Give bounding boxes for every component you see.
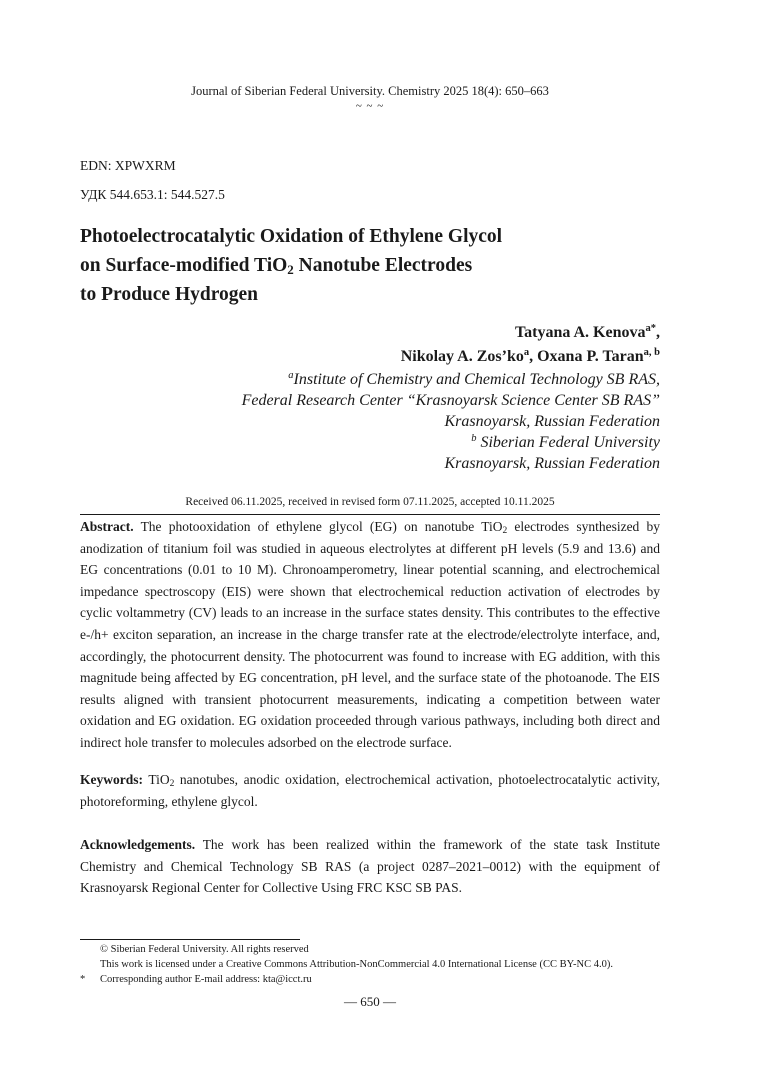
affiliation-a-line-1: $^a$Institute of Chemistry and Chemical Technology SB RAS, bbox=[288, 370, 660, 388]
page-number: — 650 — bbox=[344, 994, 396, 1009]
title-line-1: Photoelectrocatalytic Oxidation of Ethylene Glycol bbox=[80, 226, 503, 247]
abstract-label: Abstract. bbox=[80, 519, 134, 534]
author-list bbox=[401, 321, 660, 369]
affiliation-a-line-3: Krasnoyarsk, Russian Federation bbox=[444, 413, 660, 430]
footnote-copyright: © Siberian Federal University. All rights reserved bbox=[100, 944, 309, 955]
udk-id: УДК 544.653.1: 544.527.5 bbox=[80, 187, 225, 202]
footnote-corresponding: * Corresponding author E-mail address: kta@icct.ru bbox=[80, 974, 312, 985]
journal-header: Journal of Siberian Federal University. Chemistry 2025 18(4): 650–663 bbox=[191, 84, 549, 98]
acknowledgements-paragraph: Acknowledgements. The work has been realized within the framework of the state task Institute Chemistry and Chemical Technology SB RAS (a project 0287–2021–0012) with the equipment of Krasnoyarsk Regional Center for Collective Using FRC KSC SB PAS. bbox=[80, 837, 660, 896]
title-line-2: on Surface-modified TiO$_2$ Nanotube Electrodes bbox=[80, 255, 473, 277]
affiliation-b-line-2: Krasnoyarsk, Russian Federation bbox=[444, 455, 660, 472]
affiliation-a-line-2: Federal Research Center “Krasnoyarsk Science Center SB RAS” bbox=[241, 392, 660, 409]
keywords-paragraph: Keywords: TiO$_2$ nanotubes, anodic oxidation, electrochemical activation, photoelectrocatalytic activity, photoreforming, ethylene glycol. bbox=[80, 772, 660, 809]
footnote-license: This work is licensed under a Creative Commons Attribution-NonCommercial 4.0 International License (CC BY-NC 4.0). bbox=[100, 959, 613, 970]
author-zosko: Nikolay A. Zos’ko bbox=[400, 348, 524, 365]
author-line-1: Tatyana A. Kenova$^{a*}$, bbox=[514, 323, 660, 341]
keywords-label: Keywords: bbox=[80, 772, 143, 787]
abstract-paragraph: Abstract. The photooxidation of ethylene glycol (EG) on nanotube TiO$_2$ electrodes synthesized by anodization of titanium foil was studied in aqueous electrolytes at different pH levels (5.9 and 13.6) and EG concentrations (0.01 to 10 M). Chronoamperometry, linear potential scanning, and electrochemical impedance spectroscopy (EIS) were shown that electrochemical reduction activation of electrodes by cyclic voltammetry (CV) leads to an increase in the surface states density. This contributes to the effective e-/h+ exciton separation, an increase in the charge transfer rate at the electrode/electrolyte interface, and, accordingly, the photocurrent density. The photocurrent was found to increase with EG addition, with this magnitude being affected by EG concentration, pH level, and the surface state of the photoanode. The EIS results aligned with transient photocurrent measurements, indicating a competition between water oxidation and EG oxidation. EG oxidation proceeded through various pathways, including both direct and indirect hole transfer to molecules adsorbed on the electrode surface. bbox=[80, 519, 660, 750]
header-ornament: ~ ~ ~ bbox=[355, 100, 385, 112]
header-divider bbox=[80, 514, 660, 515]
received-dates: Received 06.11.2025, received in revised form 07.11.2025, accepted 10.11.2025 bbox=[185, 496, 555, 508]
footnote-divider bbox=[80, 939, 300, 940]
affiliations bbox=[242, 369, 660, 474]
article-title bbox=[80, 222, 600, 309]
title-line-3: to Produce Hydrogen bbox=[80, 284, 259, 305]
affiliation-b-line-1: $^b$ Siberian Federal University bbox=[471, 433, 660, 451]
acknowledgements-label: Acknowledgements. bbox=[80, 837, 196, 852]
author-taran: Oxana P. Taran bbox=[537, 348, 644, 365]
author-kenova: Tatyana A. Kenova bbox=[514, 324, 646, 341]
author-line-2: Nikolay A. $Zos’ko^a$, Oxana P. Taran$^{a, b}$ bbox=[400, 347, 660, 365]
edn-id: EDN: XPWXRM bbox=[80, 158, 176, 173]
